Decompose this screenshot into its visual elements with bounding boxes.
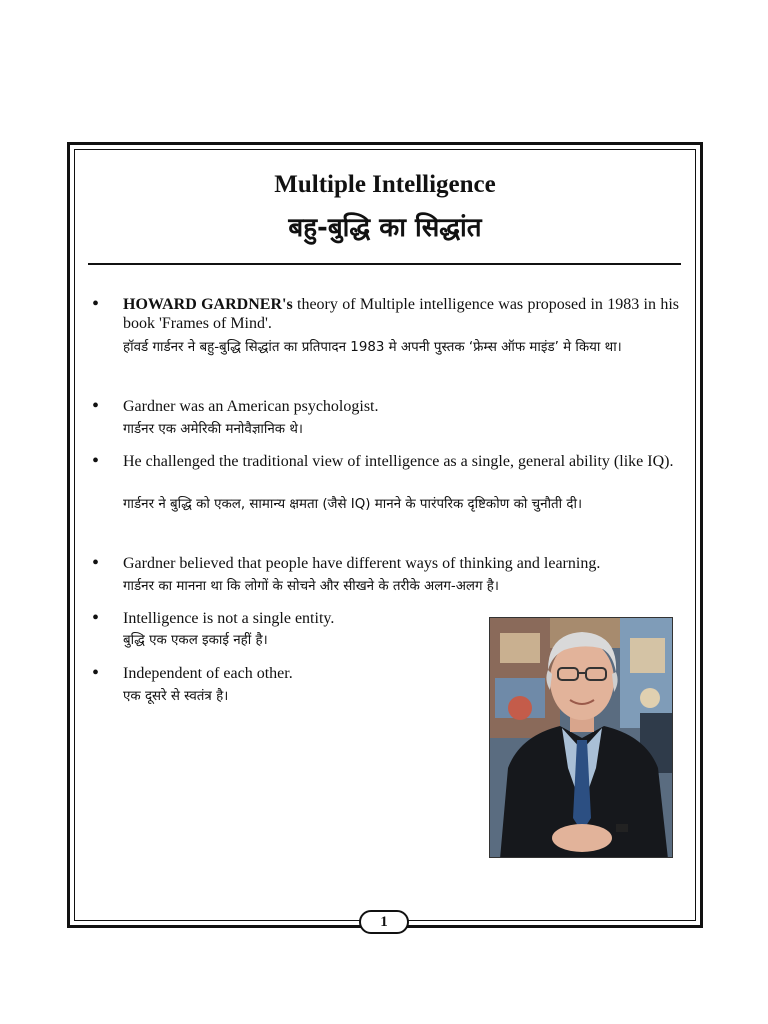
portrait-illustration (490, 618, 673, 858)
page-number: 1 (359, 910, 409, 934)
point-2-english: Gardner was an American psychologist. (123, 398, 379, 415)
point-1-english (123, 295, 679, 333)
point-2-hindi: गार्डनर एक अमेरिकी मनोवैज्ञानिक थे। (123, 422, 303, 437)
bullet-3: • (92, 450, 100, 472)
point-3-hindi: गार्डनर ने बुद्धि को एकल, सामान्य क्षमता (जैसे IQ) मानने के पारंपरिक दृष्टिकोण को चुनौती दी। (123, 497, 583, 512)
bullet-2: • (92, 395, 100, 417)
title-english: Multiple Intelligence (274, 171, 496, 198)
point-5-hindi: बुद्धि एक एकल इकाई नहीं है। (123, 633, 268, 648)
bullet-1: • (92, 293, 100, 315)
point-1-text: theory of Multiple intelligence was proposed in 1983 in his book 'Frames of Mind'. (123, 296, 679, 332)
point-4-english: Gardner believed that people have different ways of thinking and learning. (123, 555, 601, 572)
point-5-english: Intelligence is not a single entity. (123, 610, 335, 627)
point-1-hindi: हॉवर्ड गार्डनर ने बहु-बुद्धि सिद्धांत का प्रतिपादन 1983 मे अपनी पुस्तक ‘फ्रेम्स ऑफ माइंड’ मे किया था। (123, 340, 622, 355)
bullet-4: • (92, 552, 100, 574)
point-1-bold: HOWARD GARDNER's (123, 296, 293, 313)
title-divider (88, 263, 681, 265)
point-4-hindi: गार्डनर का मानना था कि लोगों के सोचने और सीखने के तरीके अलग-अलग है। (123, 579, 499, 594)
bullet-6: • (92, 662, 100, 684)
bullet-5: • (92, 607, 100, 629)
title-hindi: बहु-बुद्धि का सिद्धांत (288, 213, 482, 243)
point-3-english: He challenged the traditional view of intelligence as a single, general ability (like IQ). (123, 453, 674, 470)
point-6-hindi: एक दूसरे से स्वतंत्र है। (123, 689, 229, 704)
portrait-photo (489, 617, 673, 858)
point-6-english: Independent of each other. (123, 665, 293, 682)
